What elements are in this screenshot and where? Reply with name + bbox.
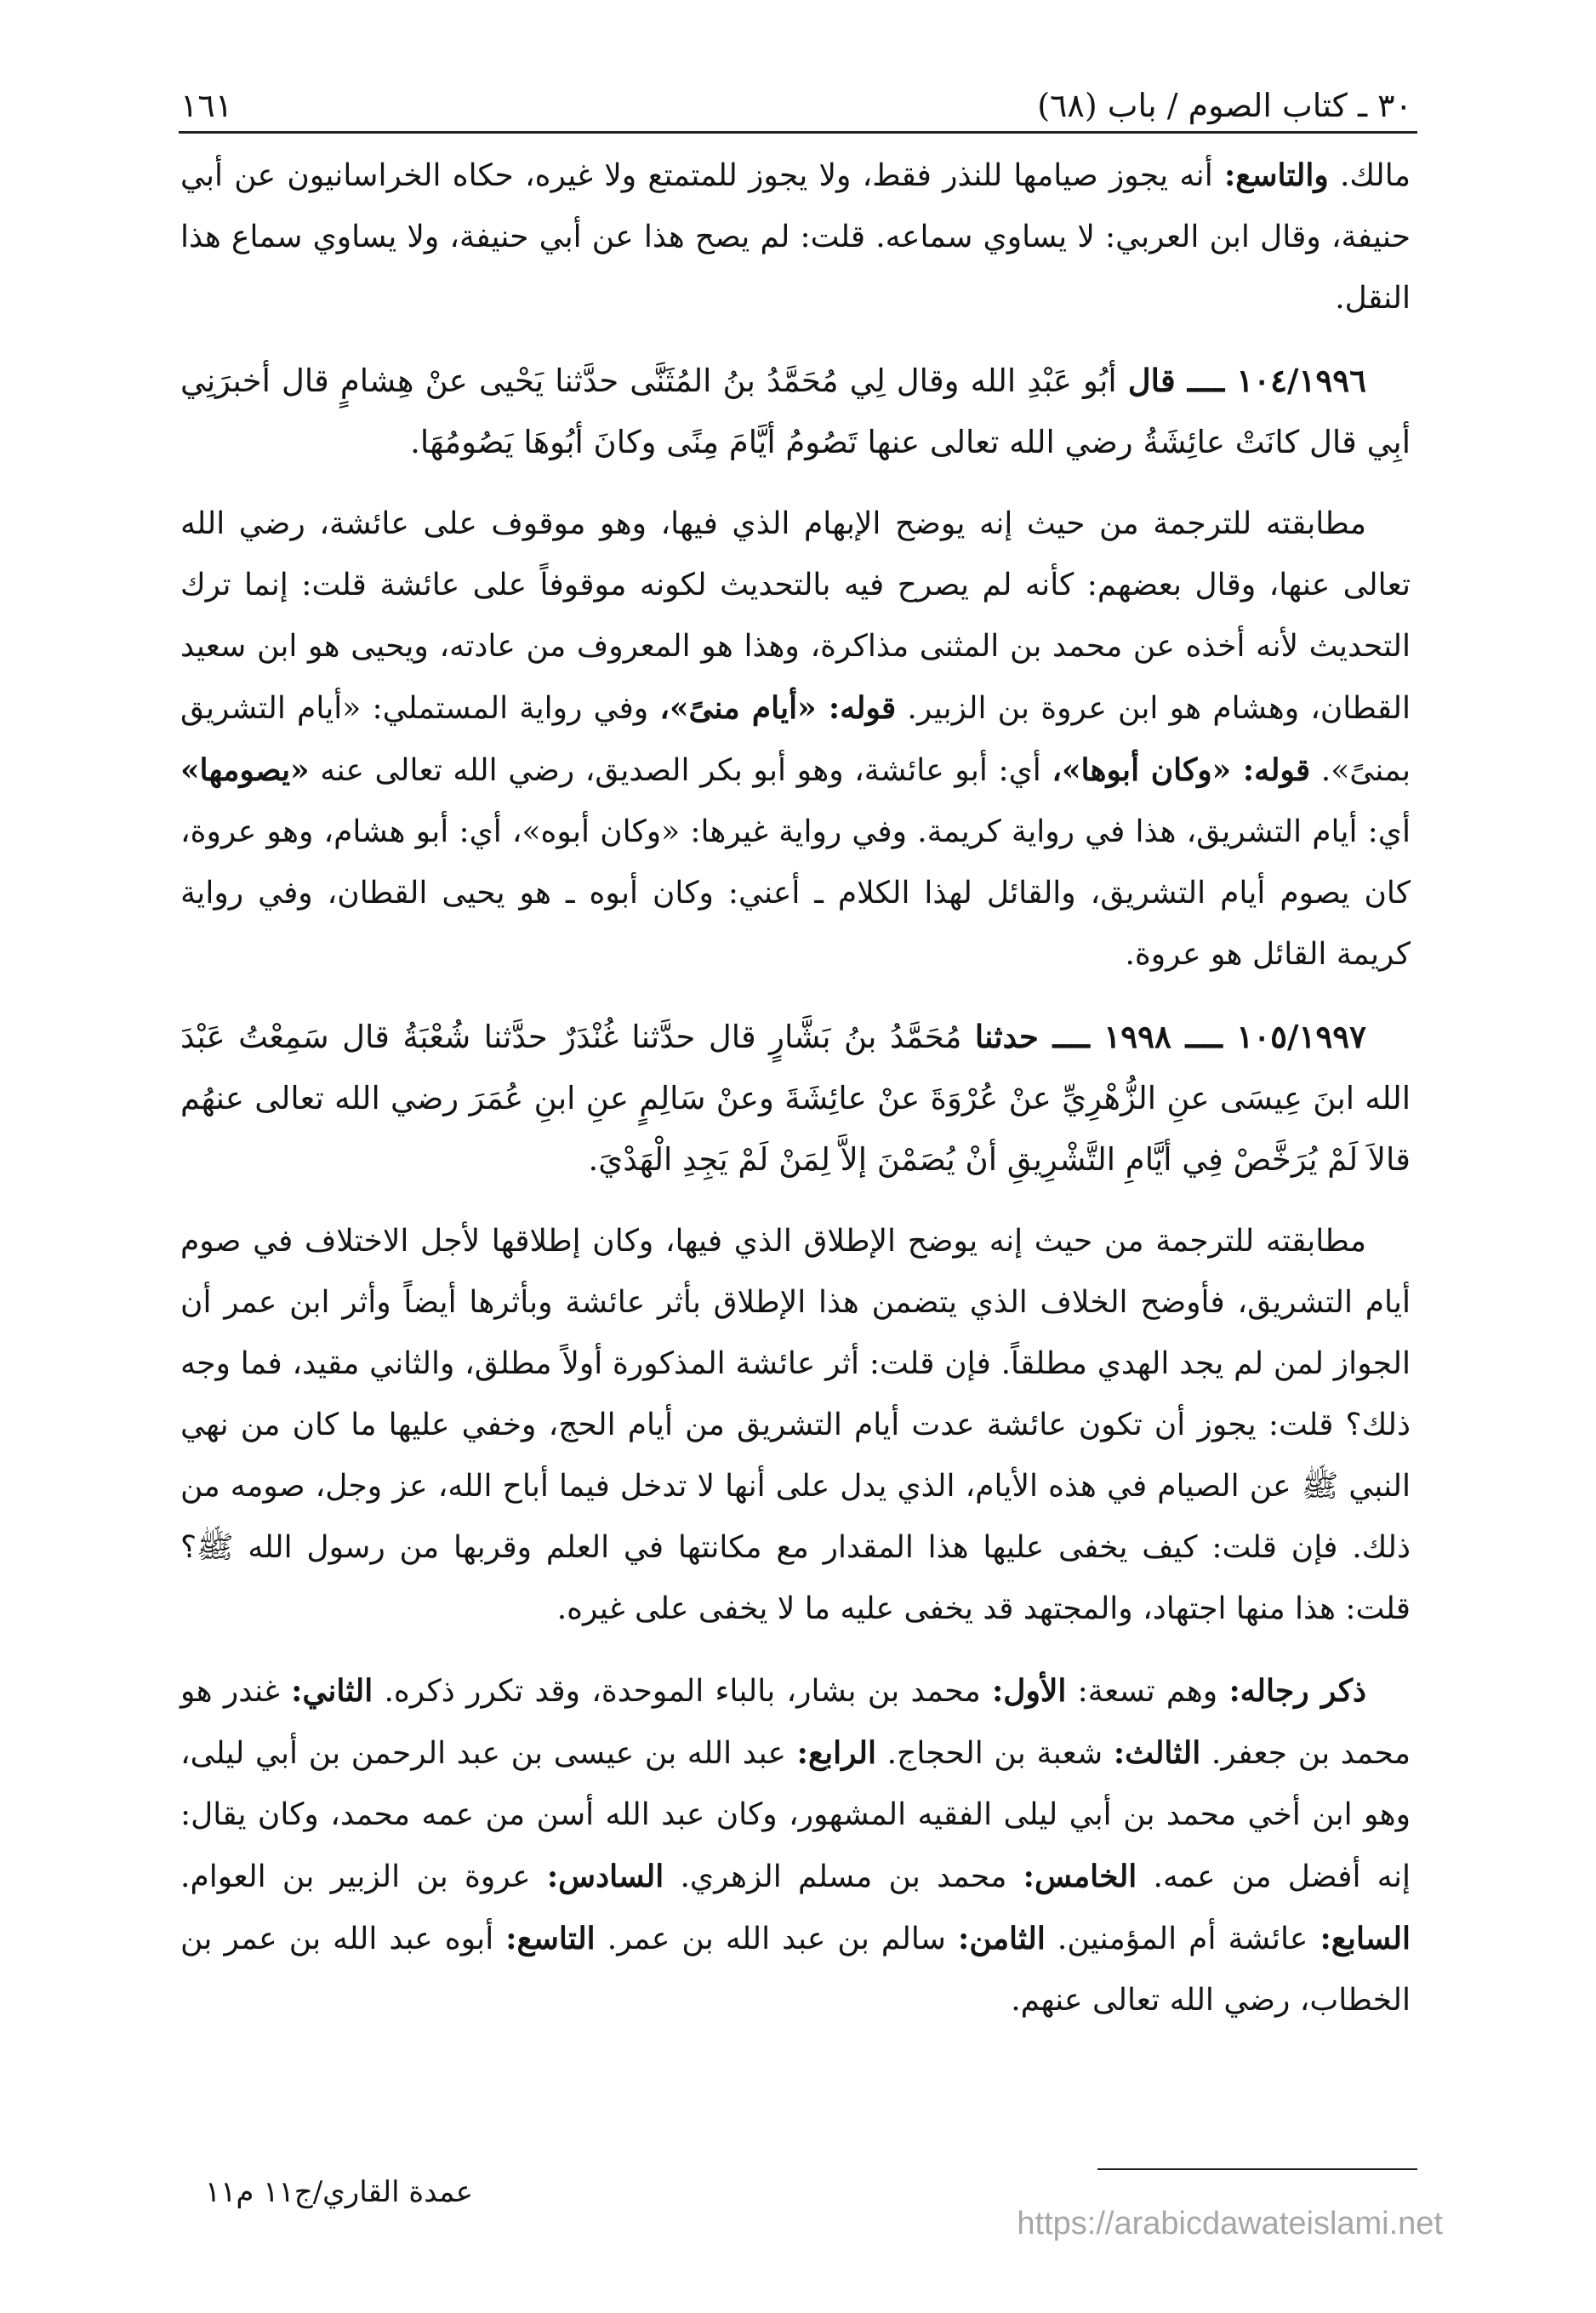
paragraph: مالك. والتاسع: أنه يجوز صيامها للنذر فقط، ولا يجوز للمتمتع ولا غيره، حكاه الخراسانيون عن أبي حنيفة، وقال ابن العربي: لا يساوي سماعه. قلت: لم يصح هذا عن أبي حنيفة، ولا يساوي سماع هذا النقل. [180,157,1411,316]
footer-rule [1097,2168,1417,2170]
commentary-paragraph: مطابقته للترجمة من حيث إنه يوضح الإطلاق الذي فيها، وكان إطلاقها لأجل الاختلاف في صوم أيام التشريق، فأوضح الخلاف الذي يتضمن هذا الإطلاق بأثر عائشة وبأثرها أيضاً وأثر ابن عمر أن الجواز لمن لم يجد الهدي مطلقاً. فإن قلت: أثر عائشة المذكورة أولاً مطلق، والثاني مقيد، فما وجه ذلك؟ قلت: يجوز أن تكون عائشة عدت أيام التشريق من أيام الحج، وخفي عليها ما كان من نهي النبي ﷺ عن الصيام في هذه الأيام، الذي يدل على أنها لا تدخل فيما أباح الله، عز وجل، صومه من ذلك. فإن قلت: كيف يخفى عليها هذا المقدار مع مكانتها في العلم وقربها من رسول الله ﷺ؟ قلت: هذا منها اجتهاد، والمجتهد قد يخفى عليه ما لا يخفى على غيره. [180,1224,1411,1626]
hadith-text: ١٠٥/١٩٩٧ ــــ ١٩٩٨ ــــ حدثنا مُحَمَّدُ بنُ بَشَّارٍ قال حدَّثنا غُنْدَرٌ حدَّثنا شُعْبَةُ قال سَمِعْتُ عَبْدَ الله ابنَ عِيسَى عنِ الزُّهْرِيِّ عنْ عُرْوَةَ عنْ عائِشَةَ وعنْ سَالِمٍ عنِ ابنِ عُمَرَ رضي الله تعالى عنهُم قالاَ لَمْ يُرَخَّصْ فِي أيَّامِ التَّشْرِيقِ أنْ يُصَمْنَ إلاَّ لِمَنْ لَمْ يَجِدِ الْهَدْيَ. [180,1018,1411,1178]
hadith-text: ١٠٤/١٩٩٦ ــــ قال أبُو عَبْدِ الله وقال لِي مُحَمَّدُ بنُ المُثَنَّى حدَّثنا يَحْيى عنْ هِشامٍ قال أخبرَنِي أبِي قال كانَتْ عائِشَةُ رضي الله تعالى عنها تَصُومُ أيَّامَ مِنًى وكانَ أبُوهَا يَصُومُهَا. [180,362,1411,460]
watermark-url: https://arabicdawateislami.net [1017,2206,1443,2242]
page-body [180,145,1411,2052]
header-rule [179,131,1417,134]
footer-signature: عمدة القاري/ج١١ م١١ [204,2175,473,2209]
narrators-paragraph: ذكر رجاله: وهم تسعة: الأول: محمد بن بشار، بالباء الموحدة، وقد تكرر ذكره. الثاني: غندر هو محمد بن جعفر. الثالث: شعبة بن الحجاج. الرابع: عبد الله بن عيسى بن عبد الرحمن بن أبي ليلى، وهو ابن أخي محمد بن أبي ليلى الفقيه المشهور، وكان عبد الله أسن من عمه محمد، وكان يقال: إنه أفضل من عمه. الخامس: محمد بن مسلم الزهري. السادس: عروة بن الزبير بن العوام. السابع: عائشة أم المؤمنين. الثامن: سالم بن عبد الله بن عمر. التاسع: أبوه عبد الله بن عمر بن الخطاب، رضي الله تعالى عنهم. [180,1673,1411,2018]
page-header [180,73,1412,124]
running-title: ٣٠ ـ كتاب الصوم / باب (٦٨) [1037,87,1412,124]
commentary-paragraph: مطابقته للترجمة من حيث إنه يوضح الإبهام الذي فيها، وهو موقوف على عائشة، رضي الله تعالى عنها، وقال بعضهم: كأنه لم يصرح فيه بالتحديث لكونه موقوفاً على عائشة قلت: إنما ترك التحديث لأنه أخذه عن محمد بن المثنى مذاكرة، وهذا هو المعروف من عادته، ويحيى هو ابن سعيد القطان، وهشام هو ابن عروة بن الزبير. قوله: «أيام منىً»، وفي رواية المستملي: «أيام التشريق بمنىً». قوله: «وكان أبوها»، أي: أبو عائشة، وهو أبو بكر الصديق، رضي الله تعالى عنه «يصومها» أي: أيام التشريق، هذا في رواية كريمة. وفي رواية غيرها: «وكان أبوه»، أي: أبو هشام، وهو عروة، كان يصوم أيام التشريق، والقائل لهذا الكلام ـ أعني: وكان أبوه ـ هو يحيى القطان، وفي رواية كريمة القائل هو عروة. [180,506,1411,972]
page-number: ١٦١ [180,87,233,124]
